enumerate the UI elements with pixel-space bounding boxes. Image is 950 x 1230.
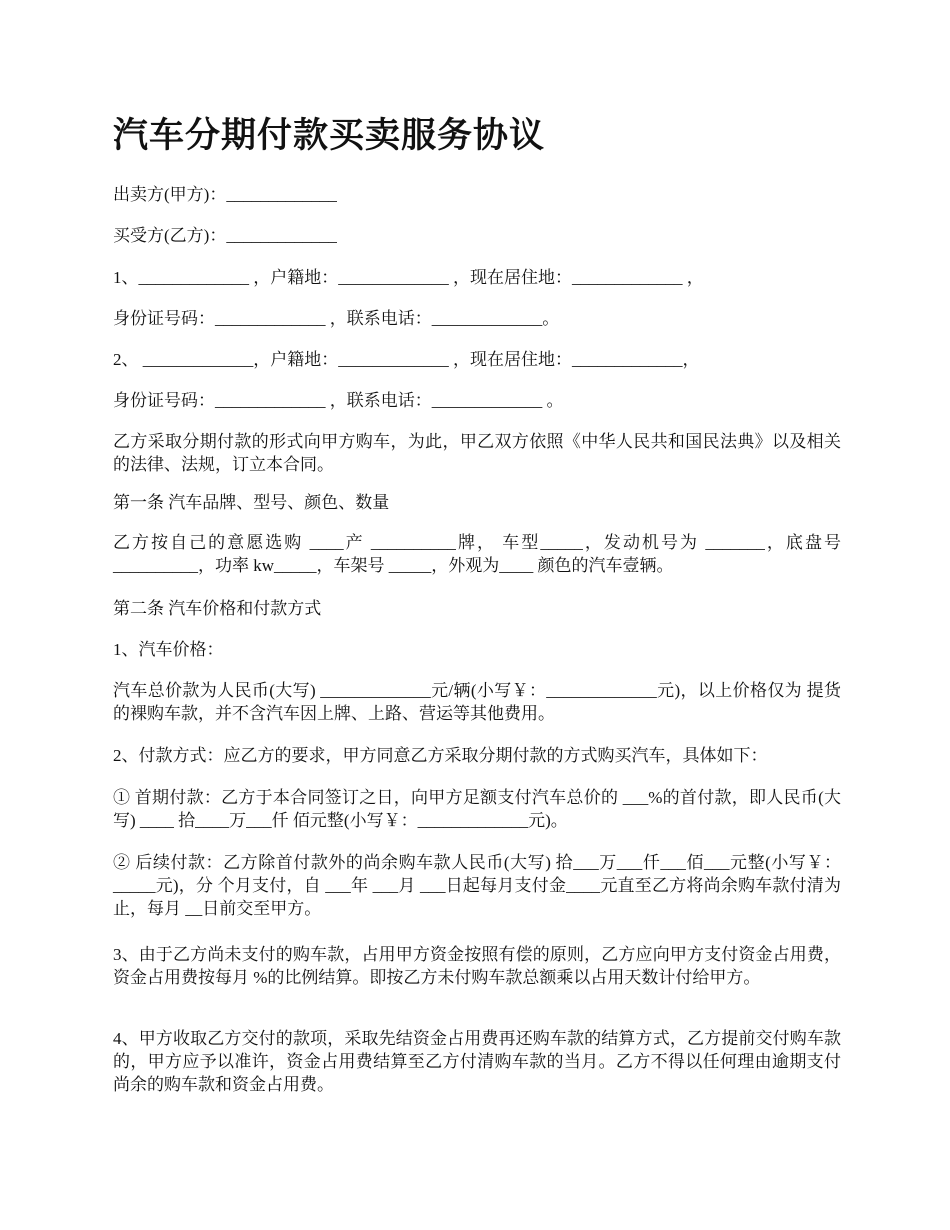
party-2-id-line: 身份证号码：_____________ ，联系电话：_____________ 。	[113, 391, 564, 410]
payment-method-paragraph: 2、付款方式：应乙方的要求，甲方同意乙方采取分期付款的方式购买汽车，具体如下：	[113, 746, 768, 765]
installment-paragraph: ② 后续付款：乙方除首付款外的尚余购车款人民币(大写) 拾___万___仟___佰___元整(小写￥：_____元)，分 个月支付，自 ___年 ___月 ___日起每月支付金____元直至乙方将尚余购车款付清为止，每月 __日前交至甲方。	[113, 853, 841, 918]
article-1-body: 乙方按自己的意愿选购 ____产 __________牌， 车型_____，发动机号为 _______，底盘号 __________，功率 kw_____，车架号 _____，外观为____ 颜色的汽车壹辆。	[113, 533, 841, 575]
price-heading: 1、汽车价格：	[113, 640, 224, 659]
total-price-paragraph: 汽车总价款为人民币(大写) _____________元/辆(小写￥：_____________元)，以上价格仅为 提货的裸购车款，并不含汽车因上牌、上路、营运等其他费用。	[113, 681, 841, 723]
party-2-address-line: 2、 _____________，户籍地：_____________ ，现在居住地：_____________，	[113, 350, 700, 369]
party-1-address-line: 1、_____________ ，户籍地：_____________ ，现在居住地：_____________ ，	[113, 268, 704, 287]
article-1-heading: 第一条 汽车品牌、型号、颜色、数量	[113, 493, 390, 512]
preamble-paragraph: 乙方采取分期付款的形式向甲方购车，为此，甲乙双方依照《中华人民共和国民法典》以及相关的法律、法规，订立本合同。	[113, 432, 841, 474]
settlement-paragraph: 4、甲方收取乙方交付的款项，采取先结资金占用费再还购车款的结算方式，乙方提前交付购车款的，甲方应予以准许，资金占用费结算至乙方付清购车款的当月。乙方不得以任何理由逾期支付尚余的购车款和资金占用费。	[113, 1029, 841, 1094]
party-1-id-line: 身份证号码：_____________ ，联系电话：_____________。	[113, 309, 560, 328]
document-title: 汽车分期付款买卖服务协议	[113, 116, 546, 156]
down-payment-paragraph: ① 首期付款：乙方于本合同签订之日，向甲方足额支付汽车总价的 ___%的首付款，即人民币(大写) ____ 拾____万___仟 佰元整(小写￥：_____________元)。	[113, 788, 841, 830]
fund-fee-paragraph: 3、由于乙方尚未支付的购车款，占用甲方资金按照有偿的原则，乙方应向甲方支付资金占用费，资金占用费按每月 %的比例结算。即按乙方未付购车款总额乘以占用天数计付给甲方。	[113, 945, 841, 987]
article-2-heading: 第二条 汽车价格和付款方式	[113, 599, 322, 618]
buyer-line: 买受方(乙方)：_____________	[113, 226, 337, 245]
seller-line: 出卖方(甲方)：_____________	[113, 185, 337, 204]
